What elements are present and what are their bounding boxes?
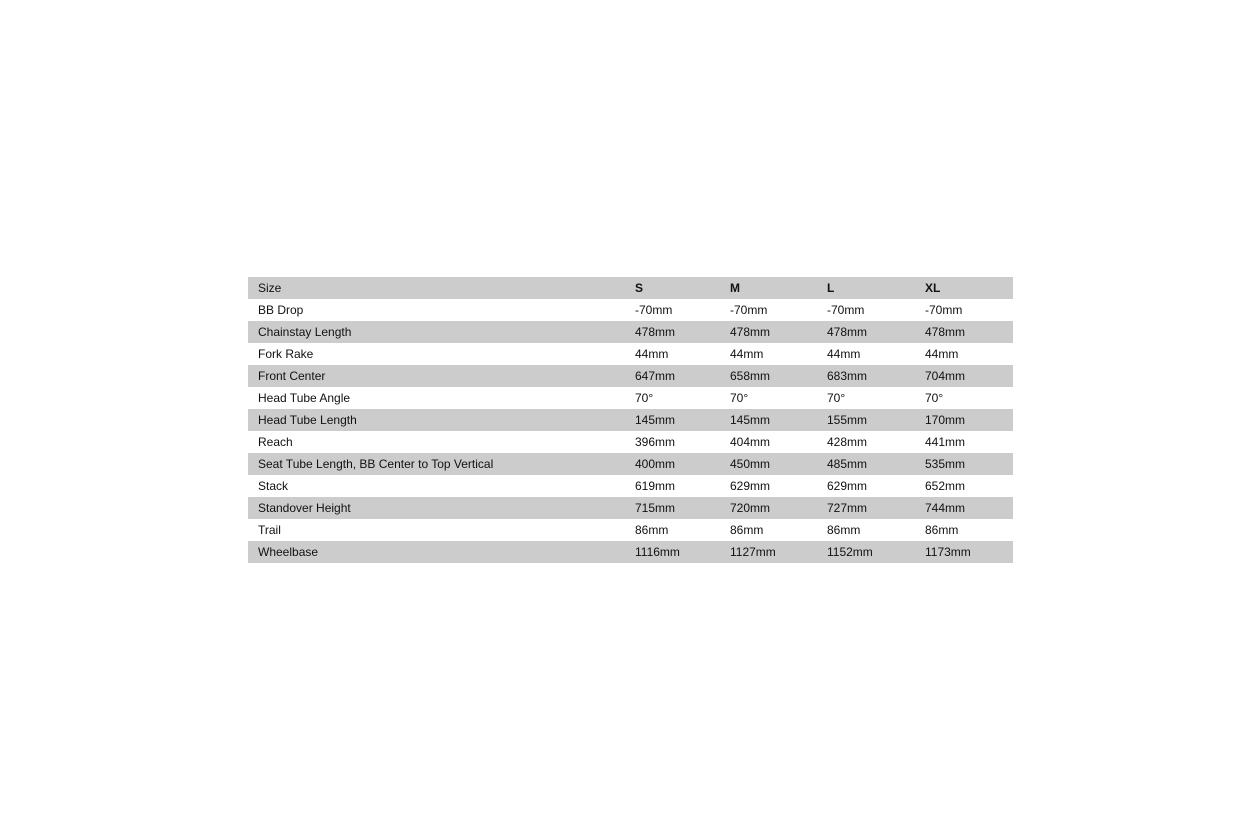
table-row <box>248 387 1013 409</box>
cell-size-xl: 44mm <box>925 347 959 361</box>
table-row <box>248 321 1013 343</box>
cell-size-l: 1152mm <box>827 541 925 563</box>
cell-size-s: 396mm <box>635 435 676 449</box>
table-header-row <box>248 277 1013 299</box>
cell-size-s: 400mm <box>635 453 730 475</box>
cell-size-m: 450mm <box>730 453 827 475</box>
table-row <box>248 299 1013 321</box>
cell-size-l: 86mm <box>827 523 861 537</box>
row-label: Head Tube Length <box>248 409 635 431</box>
cell-size-xl: 652mm <box>925 479 966 493</box>
cell-size-m: 629mm <box>730 479 771 493</box>
table-row <box>248 541 1013 563</box>
header-size-label: Size <box>248 277 635 299</box>
cell-size-l: 485mm <box>827 453 925 475</box>
row-label: Stack <box>258 479 289 493</box>
cell-size-xl: 704mm <box>925 365 1013 387</box>
row-label: Chainstay Length <box>248 321 635 343</box>
header-size-m: M <box>730 277 827 299</box>
cell-size-m: 70° <box>730 391 749 405</box>
header-size-xl: XL <box>925 277 1013 299</box>
row-label: BB Drop <box>258 303 304 317</box>
cell-size-m: -70mm <box>730 303 768 317</box>
cell-size-s: 619mm <box>635 479 676 493</box>
cell-size-s: 715mm <box>635 497 730 519</box>
geometry-table <box>248 277 1013 563</box>
cell-size-xl: 535mm <box>925 453 1013 475</box>
cell-size-s: 1116mm <box>635 541 730 563</box>
cell-size-xl: 744mm <box>925 497 1013 519</box>
cell-size-l: 478mm <box>827 321 925 343</box>
header-size-l: L <box>827 277 925 299</box>
cell-size-s: 478mm <box>635 321 730 343</box>
cell-size-m: 44mm <box>730 347 764 361</box>
cell-size-m: 1127mm <box>730 541 827 563</box>
row-label: Fork Rake <box>258 347 314 361</box>
cell-size-s: 145mm <box>635 409 730 431</box>
cell-size-m: 86mm <box>730 523 764 537</box>
cell-size-l: 629mm <box>827 479 868 493</box>
cell-size-l: -70mm <box>827 303 865 317</box>
cell-size-xl: 441mm <box>925 435 966 449</box>
table-row <box>248 453 1013 475</box>
row-label: Wheelbase <box>248 541 635 563</box>
row-label: Reach <box>258 435 293 449</box>
table-row <box>248 343 1013 365</box>
cell-size-l: 683mm <box>827 365 925 387</box>
row-label: Standover Height <box>248 497 635 519</box>
cell-size-s: -70mm <box>635 303 673 317</box>
row-label: Seat Tube Length, BB Center to Top Vertical <box>248 453 635 475</box>
cell-size-s: 70° <box>635 391 654 405</box>
header-size-s: S <box>635 277 730 299</box>
geometry-table-body <box>248 277 1013 563</box>
cell-size-l: 70° <box>827 391 846 405</box>
cell-size-xl: 1173mm <box>925 541 1013 563</box>
cell-size-xl: -70mm <box>925 303 963 317</box>
cell-size-l: 727mm <box>827 497 925 519</box>
table-row <box>248 431 1013 453</box>
table-row <box>248 519 1013 541</box>
cell-size-xl: 86mm <box>925 523 959 537</box>
table-row <box>248 409 1013 431</box>
cell-size-s: 647mm <box>635 365 730 387</box>
cell-size-l: 155mm <box>827 409 925 431</box>
cell-size-m: 720mm <box>730 497 827 519</box>
row-label: Front Center <box>248 365 635 387</box>
cell-size-xl: 170mm <box>925 409 1013 431</box>
cell-size-m: 478mm <box>730 321 827 343</box>
cell-size-m: 404mm <box>730 435 771 449</box>
row-label: Trail <box>258 523 281 537</box>
cell-size-m: 658mm <box>730 365 827 387</box>
cell-size-m: 145mm <box>730 409 827 431</box>
row-label: Head Tube Angle <box>258 391 351 405</box>
cell-size-l: 44mm <box>827 347 861 361</box>
cell-size-l: 428mm <box>827 435 868 449</box>
cell-size-xl: 478mm <box>925 321 1013 343</box>
table-row <box>248 365 1013 387</box>
cell-size-s: 44mm <box>635 347 669 361</box>
cell-size-s: 86mm <box>635 523 669 537</box>
table-row <box>248 475 1013 497</box>
table-row <box>248 497 1013 519</box>
cell-size-xl: 70° <box>925 391 944 405</box>
